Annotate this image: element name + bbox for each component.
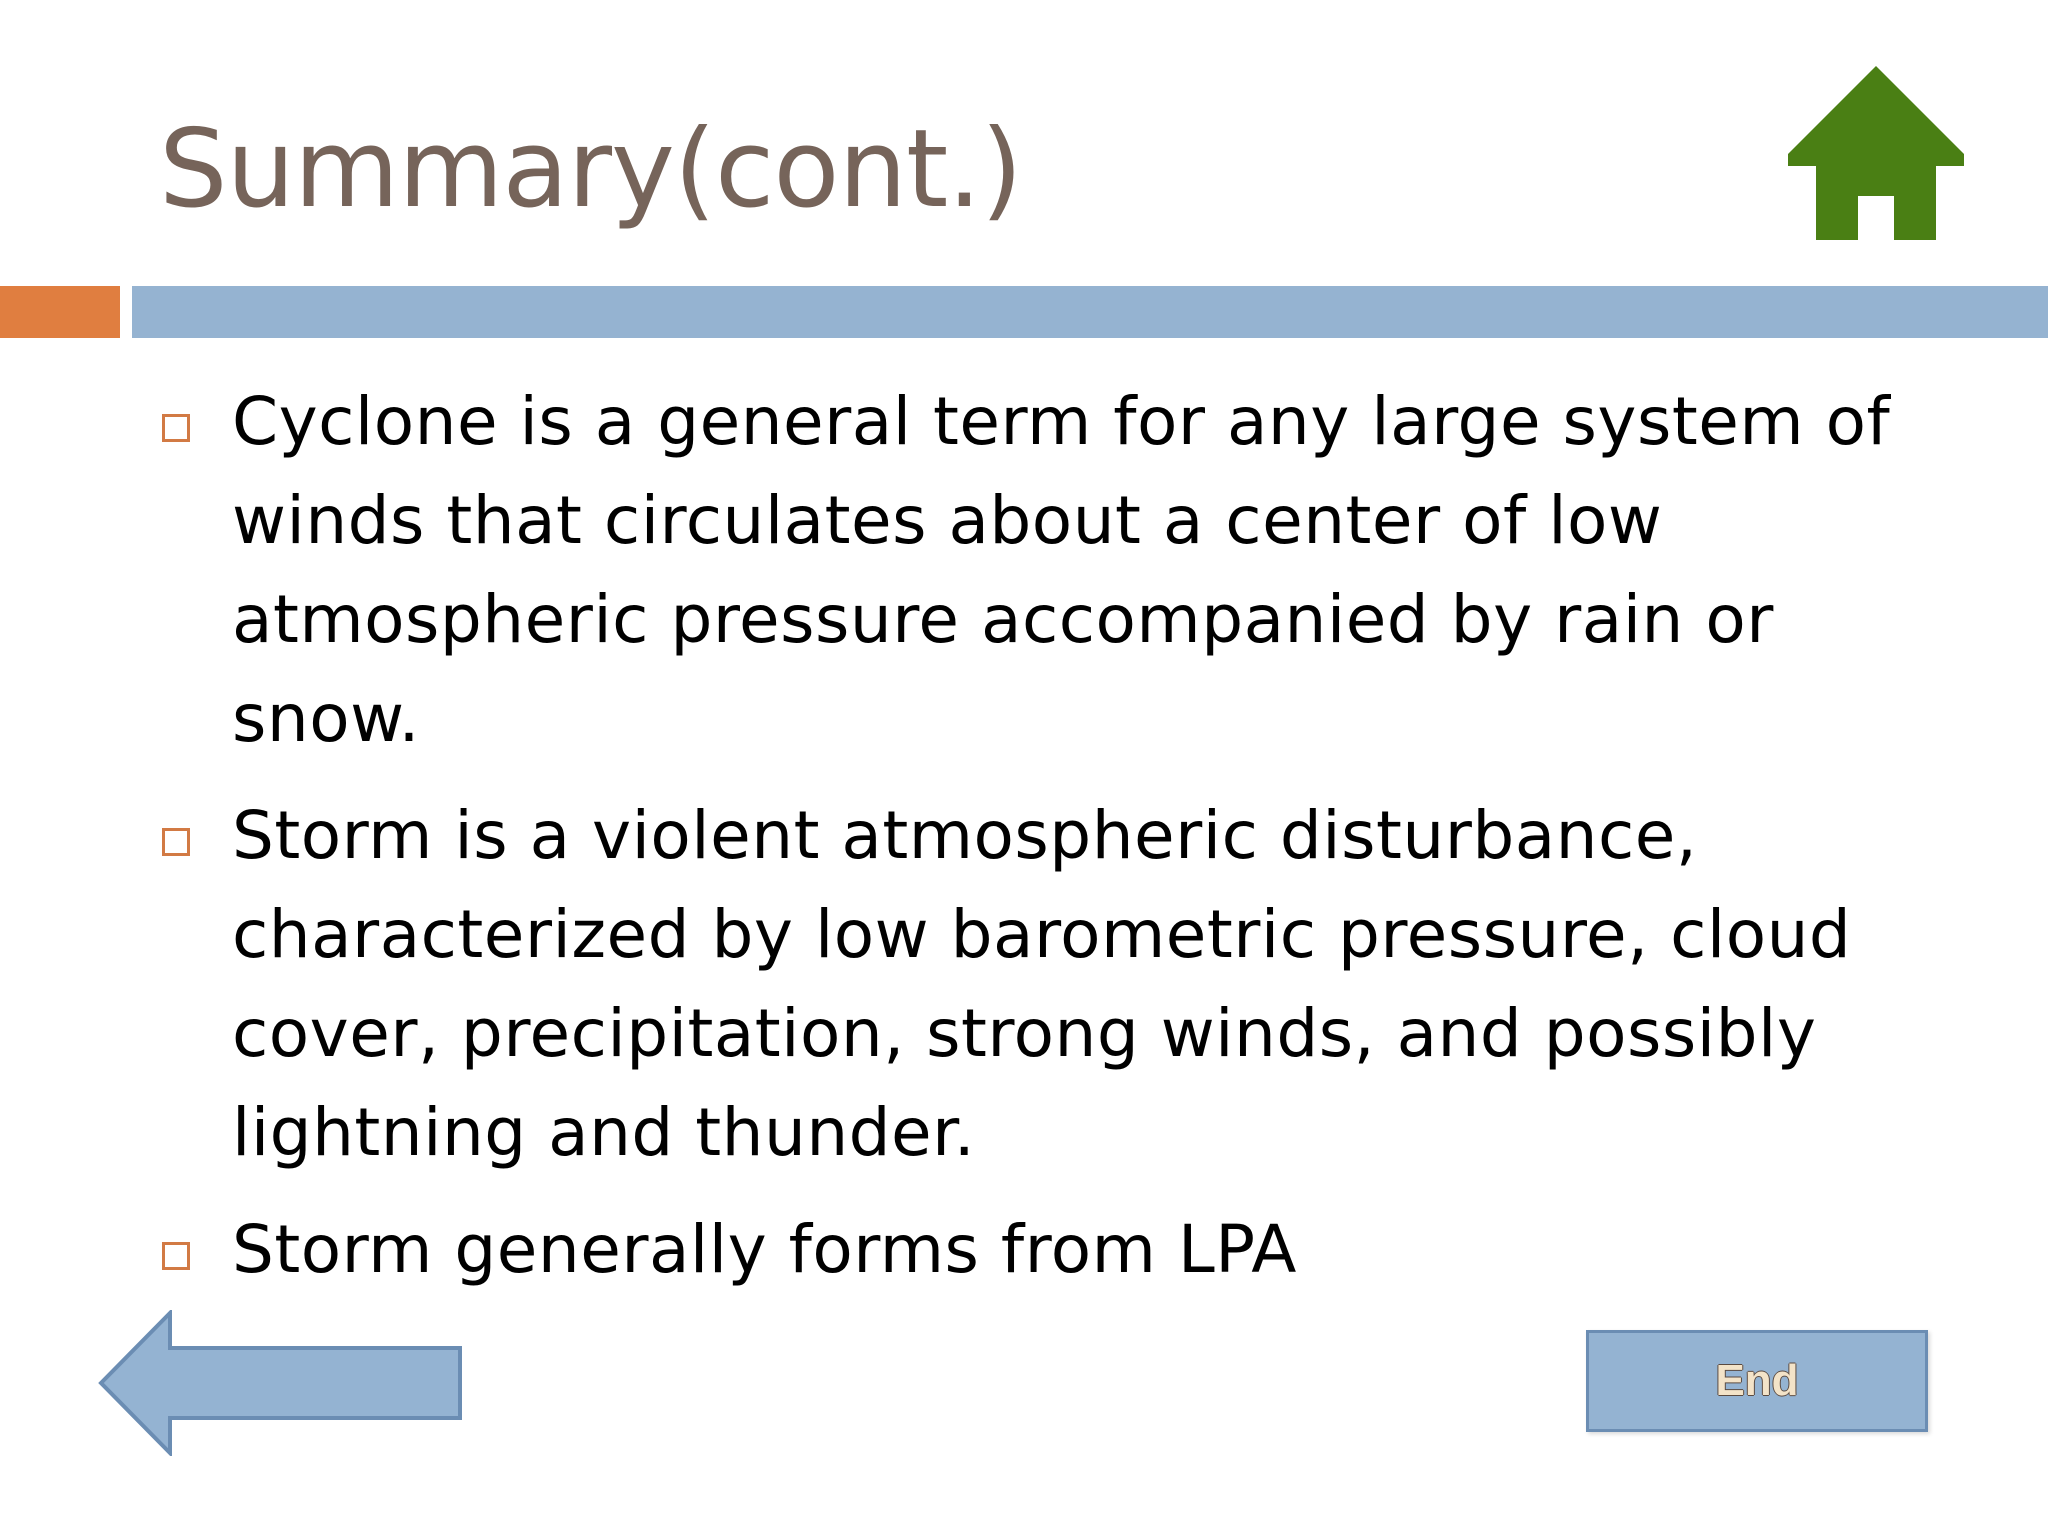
bullet-item <box>162 786 1962 1182</box>
bullet-item <box>162 1200 1962 1299</box>
bullet-text: Storm generally forms from LPA <box>232 1211 1297 1288</box>
end-button-label: End <box>1715 1356 1799 1405</box>
bullet-list <box>162 372 1962 1317</box>
accent-bar-orange <box>0 286 120 338</box>
bullet-text: Storm is a violent atmospheric disturbance, characterized by low barometric pressure, cloud cover, precipitation, strong winds, and possibly lightning and thunder. <box>232 797 1852 1171</box>
left-arrow-icon[interactable] <box>98 1310 464 1456</box>
end-button[interactable] <box>1586 1330 1928 1432</box>
home-icon[interactable] <box>1788 66 1964 240</box>
bullet-text: Cyclone is a general term for any large system of winds that circulates about a center of low atmospheric pressure accompanied by rain or snow. <box>232 383 1891 757</box>
square-bullet-icon <box>162 414 190 442</box>
accent-bar-blue <box>132 286 2048 338</box>
slide-title: Summary(cont.) <box>159 107 1022 232</box>
square-bullet-icon <box>162 828 190 856</box>
square-bullet-icon <box>162 1242 190 1270</box>
bullet-item <box>162 372 1962 768</box>
